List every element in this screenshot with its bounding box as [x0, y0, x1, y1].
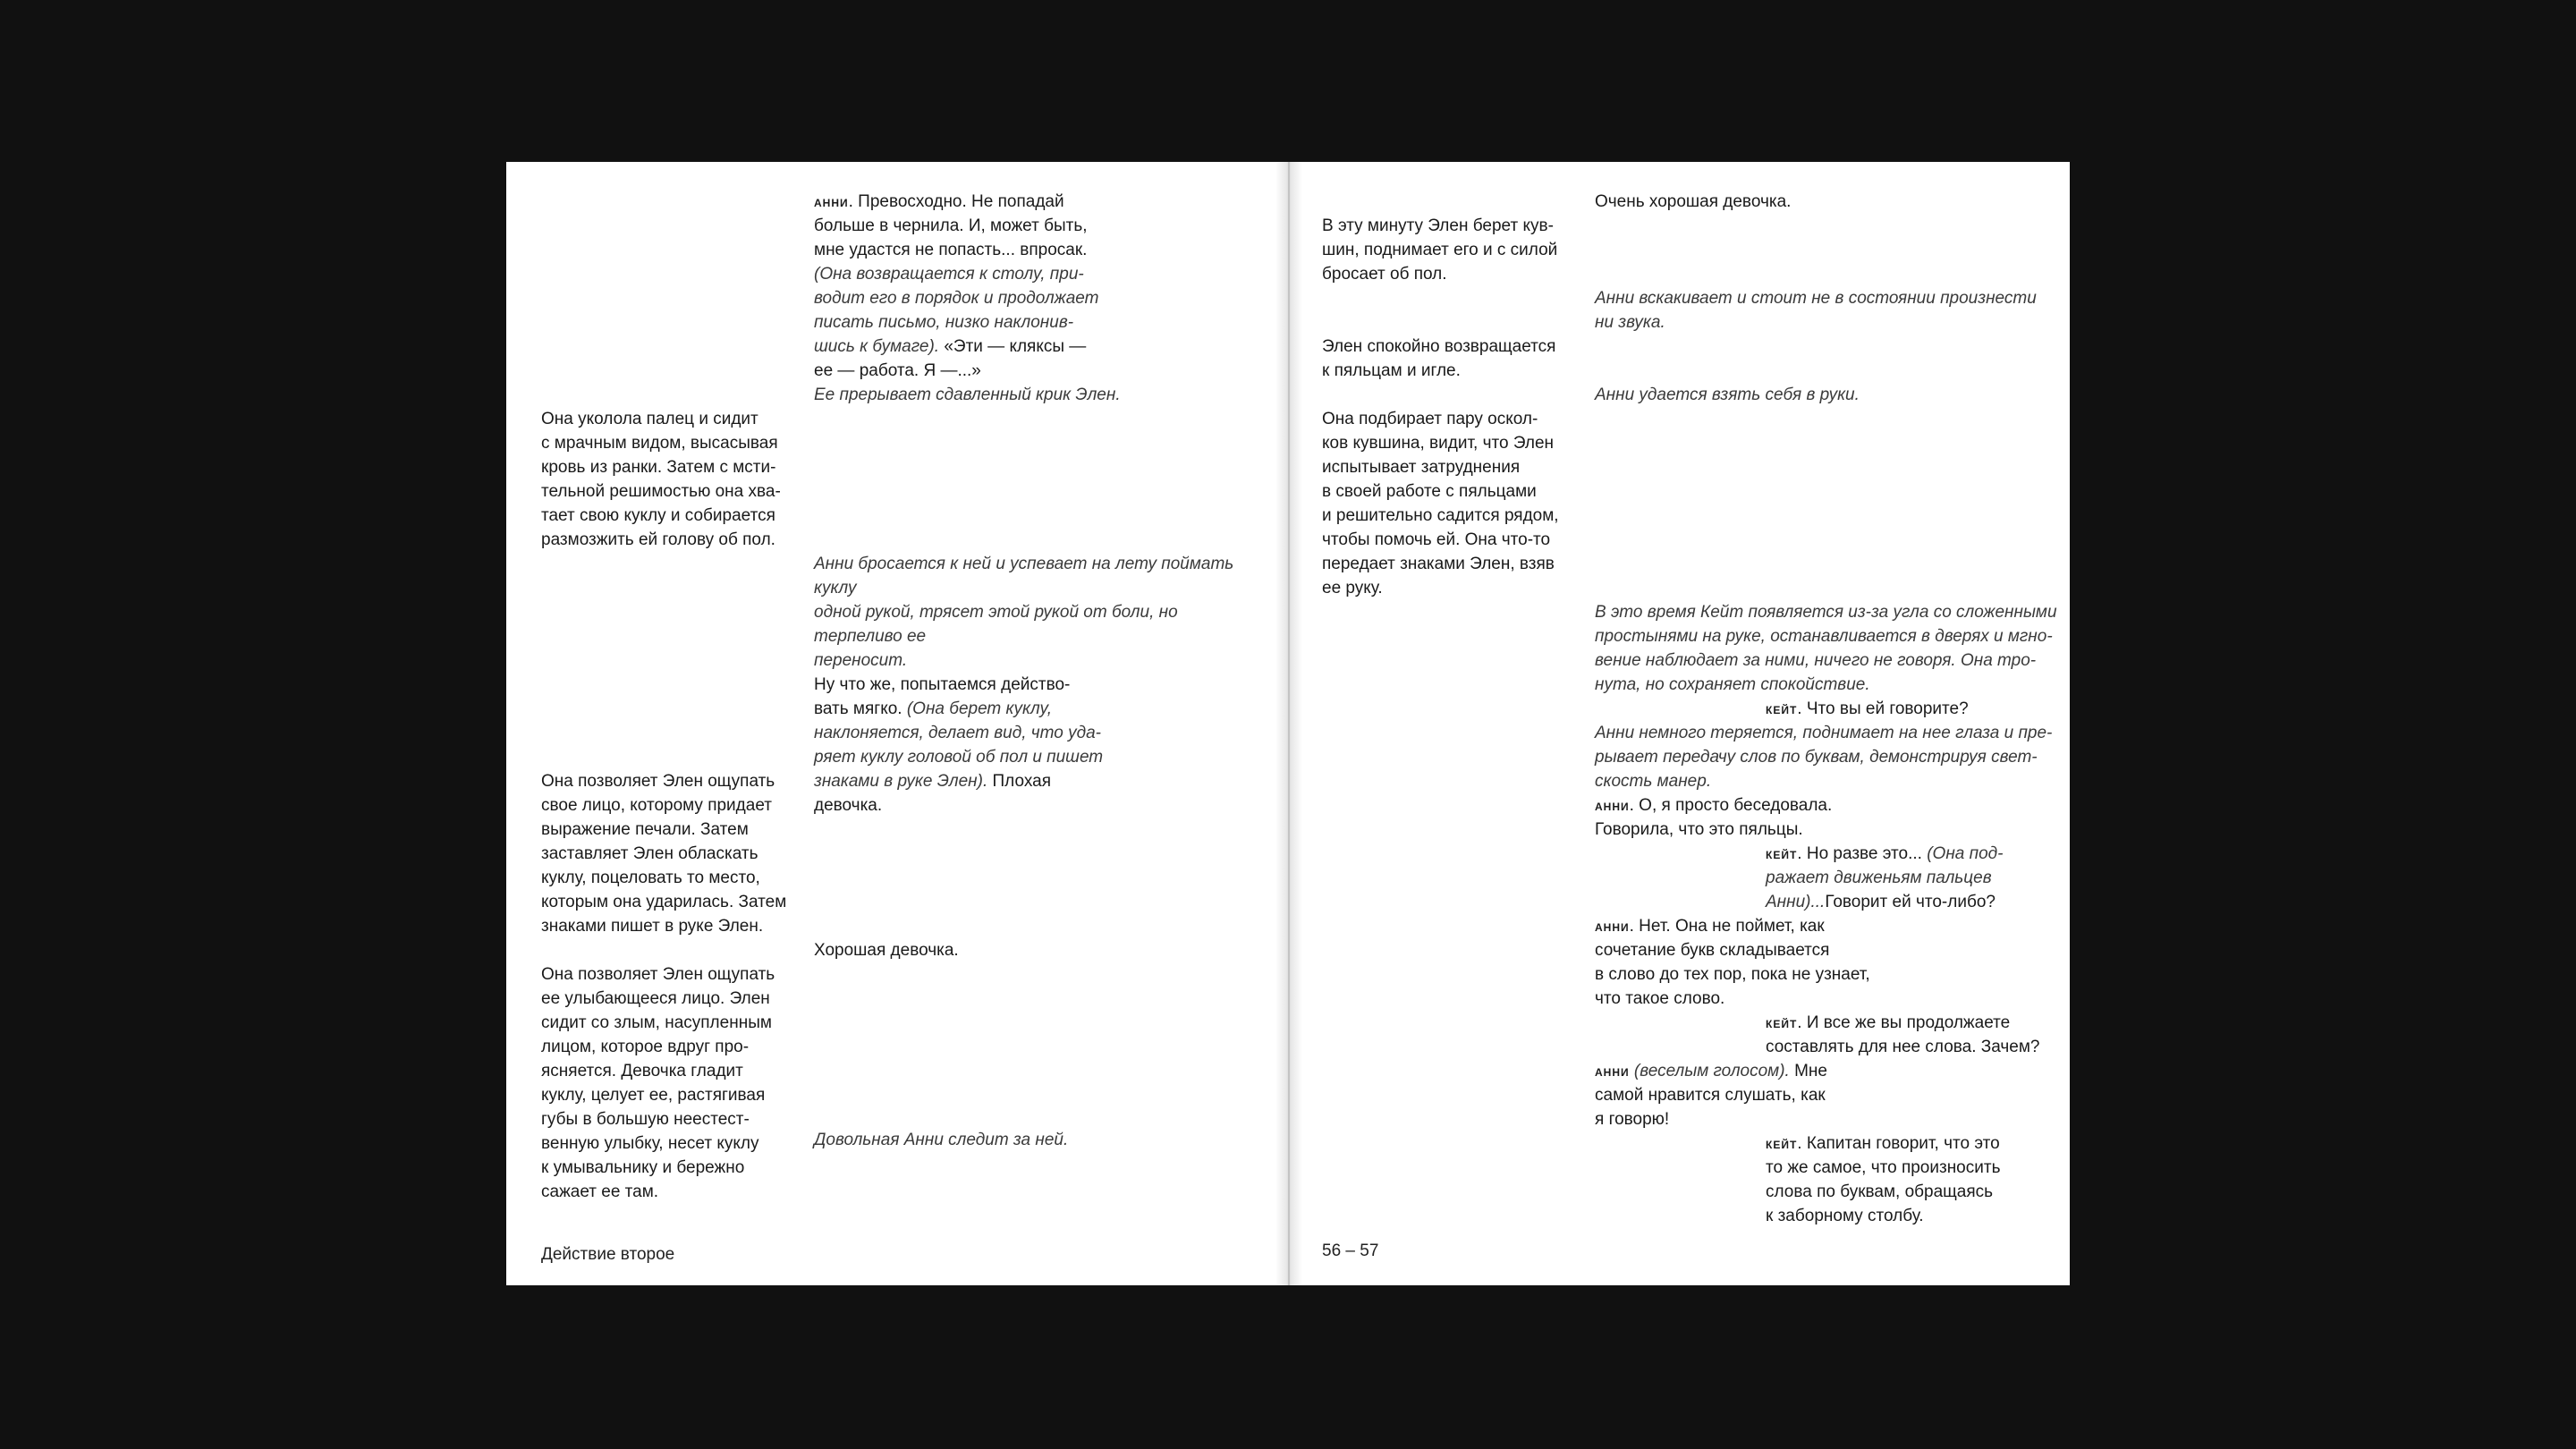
speaker-name: кейт — [1766, 700, 1798, 717]
stage-direction: (веселым голосом). — [1629, 1062, 1790, 1080]
dialogue-text: Мне самой нравится слушать, как я говорю! — [1595, 1062, 1827, 1129]
right-stage-direction-2: Анни удается взять себя в руки. — [1595, 386, 1860, 404]
stage-direction: Ее прерывает сдавленный крик Элен. — [814, 386, 1121, 404]
kate-line-1 — [1766, 697, 2061, 721]
kate-line-2 — [1766, 842, 2061, 914]
speaker-name: кейт — [1766, 845, 1798, 862]
stage-direction: (Она возвращается к столу, при- водит его в порядок и продолжает писать письмо, низко наклонив- шись к бумаге). — [814, 265, 1099, 356]
dialogue-text: Говорит ей что-либо? — [1825, 893, 1996, 911]
dialogue-text: . И все же вы продолжаете составлять для нее слова. Зачем? — [1766, 1013, 2040, 1056]
left-dialogue-block-3: Хорошая девочка. — [814, 941, 959, 960]
speaker-name: анни — [814, 193, 849, 210]
dialogue-text: . О, я просто беседовала. Говорила, что это пяльцы. — [1595, 796, 1833, 839]
speaker-name: анни — [1595, 797, 1630, 814]
left-running-footer: Действие второе — [541, 1245, 675, 1264]
dialogue-text: . Капитан говорит, что это то же самое, что произносить слова по буквам, обращаясь к заборному столбу. — [1766, 1134, 2001, 1225]
book-spread — [506, 162, 2070, 1285]
stage-direction: (Она под- ражает движеньям пальцев Анни)... — [1766, 844, 2004, 911]
kate-line-4 — [1766, 1131, 2061, 1228]
dialogue-text: . Но разве это... — [1797, 844, 1928, 863]
annie-line-2 — [1595, 914, 1953, 1011]
right-sidebar-note-3: Она подбирает пару оскол- ков кувшина, видит, что Элен испытывает затруднения в своей работе с пяльцами и решительно садится рядом, чтобы помочь ей. Она что-то передает знаками Элен, взяв ее руку. — [1322, 410, 1559, 597]
annie-line-1 — [1595, 793, 1953, 842]
page-numbers: 56 – 57 — [1322, 1241, 1379, 1260]
right-sidebar-note-1: В эту минуту Элен берет кув- шин, поднимает его и с силой бросает об пол. — [1322, 216, 1558, 284]
dialogue-text: «Эти — кляксы — ее — работа. Я —...» — [814, 337, 1087, 380]
right-stage-direction-1: Анни вскакивает и стоит не в состоянии произнести ни звука. — [1595, 289, 2037, 332]
right-sidebar-note-2: Элен спокойно возвращается к пяльцам и игле. — [1322, 337, 1556, 380]
speaker-name: кейт — [1766, 1014, 1798, 1031]
speaker-name: анни — [1595, 1063, 1630, 1080]
annie-line-3 — [1595, 1059, 1953, 1131]
right-dialogue-line-1: Очень хорошая девочка. — [1595, 192, 1792, 211]
right-stage-direction-3: В это время Кейт появляется из-за угла со сложенными простынями на руке, останавливается в дверях и мгно- вение наблюдает за ними, ничего не говоря. Она тро- нута, но сохраняет спокойствие. — [1595, 603, 2057, 694]
dialogue-text: . Что вы ей говорите? — [1797, 699, 1969, 718]
book-gutter — [1275, 162, 1302, 1285]
speaker-name: кейт — [1766, 1135, 1798, 1152]
right-stage-direction-4: Анни немного теряется, поднимает на нее глаза и пре- рывает передачу слов по буквам, демонстрируя свет- скость манер. — [1595, 724, 2053, 791]
dialogue-text: Ну что же, попытаемся действо- вать мягко. — [814, 675, 1071, 718]
left-sidebar-note-2: Она позволяет Элен ощупать свое лицо, которому придает выражение печали. Затем заставляет Элен обласкать куклу, поцеловать то место, которым она ударилась. Затем знаками пишет в руке Элен. — [541, 772, 787, 936]
dialogue-text: . Нет. Она не поймет, как сочетание букв складывается в слово до тех пор, пока не узнает, что такое слово. — [1595, 917, 1870, 1008]
kate-line-3 — [1766, 1011, 2061, 1059]
left-sidebar-note-1: Она уколола палец и сидит с мрачным видом, высасывая кровь из ранки. Затем с мсти- тельной решимостью она хва- тает свою куклу и собирается размозжить ей голову об пол. — [541, 410, 781, 549]
stage-direction: Анни бросается к ней и успевает на лету поймать куклу одной рукой, трясет этой рукой от боли, но терпеливо ее переносит. — [814, 555, 1234, 670]
left-dialogue-block-1 — [814, 190, 1261, 407]
speaker-name: анни — [1595, 918, 1630, 935]
stage-direction: (Она берет куклу, наклоняется, делает вид, что уда- ряет куклу головой об пол и пишет знаками в руке Элен). — [814, 699, 1104, 791]
left-stage-direction-final: Довольная Анни следит за ней. — [814, 1131, 1069, 1149]
dialogue-text: . Превосходно. Не попадай больше в чернила. И, может быть, мне удастся не попасть... впросак. — [814, 192, 1088, 259]
left-dialogue-block-2 — [814, 552, 1270, 818]
dialogue-text: Плохая девочка. — [814, 772, 1051, 815]
left-sidebar-note-3: Она позволяет Элен ощупать ее улыбающееся лицо. Элен сидит со злым, насупленным лицом, которое вдруг про- ясняется. Девочка гладит куклу, целует ее, растягивая губы в большую неестест- венную улыбку, несет куклу к умывальнику и бережно сажает ее там. — [541, 965, 775, 1201]
